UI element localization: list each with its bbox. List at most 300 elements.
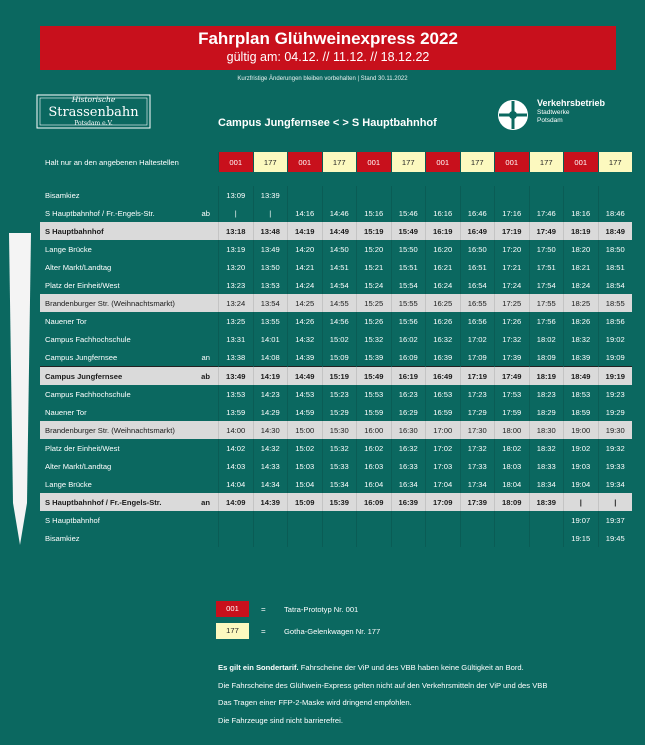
time-cell: 14:02 (219, 439, 254, 457)
time-cell (322, 511, 357, 529)
time-cell: 13:39 (253, 186, 288, 204)
stop-name: Brandenburger Str. (Weihnachtsmarkt) (45, 425, 175, 435)
stop-row (40, 457, 632, 475)
timetable (40, 152, 632, 547)
stop-name-cell (40, 312, 219, 330)
time-cell: 19:23 (598, 385, 632, 403)
time-cell: 17:02 (460, 330, 495, 348)
time-cell: 18:02 (529, 330, 564, 348)
time-cell: 13:48 (253, 222, 288, 240)
time-cell: 17:29 (460, 403, 495, 421)
time-cell (564, 186, 599, 204)
time-cell: 15:23 (322, 385, 357, 403)
time-cell: 17:09 (460, 348, 495, 367)
vb-line-2: Stadtwerke (537, 109, 570, 116)
stop-row (40, 493, 632, 511)
footer-line-3: Das Tragen einer FFP-2-Maske wird dringend empfohlen. (218, 698, 412, 707)
train-number-177: 177 (391, 152, 426, 172)
time-cell: 16:04 (357, 475, 392, 493)
time-cell: 19:09 (598, 348, 632, 367)
time-cell (357, 186, 392, 204)
legend-code-177: 177 (216, 623, 249, 639)
time-cell: 19:19 (598, 367, 632, 386)
time-cell: 18:54 (598, 276, 632, 294)
time-cell (426, 186, 461, 204)
time-cell: 16:49 (460, 222, 495, 240)
time-cell: 15:54 (391, 276, 426, 294)
time-cell: 14:26 (288, 312, 323, 330)
time-cell: 19:02 (598, 330, 632, 348)
time-cell: 15:49 (357, 367, 392, 386)
time-cell: 15:33 (322, 457, 357, 475)
time-cell: 17:53 (495, 385, 530, 403)
time-cell (460, 511, 495, 529)
time-cell: 15:09 (288, 493, 323, 511)
stop-name: Lange Brücke (45, 479, 92, 489)
stop-name-cell (40, 529, 219, 547)
time-cell: 16:54 (460, 276, 495, 294)
stop-row (40, 276, 632, 294)
stop-row (40, 258, 632, 276)
validity-dates: gültig am: 04.12. // 11.12. // 18.12.22 (226, 50, 430, 64)
time-cell: 19:45 (598, 529, 632, 547)
time-cell: 15:55 (391, 294, 426, 312)
stop-name-cell (40, 421, 219, 439)
stop-name-cell (40, 511, 219, 529)
time-cell: 14:49 (288, 367, 323, 386)
time-cell: 18:09 (495, 493, 530, 511)
time-cell: 13:18 (219, 222, 254, 240)
time-cell: 18:33 (529, 457, 564, 475)
time-cell: 15:51 (391, 258, 426, 276)
time-cell: 19:29 (598, 403, 632, 421)
legend-eq-2: = (261, 627, 266, 636)
time-cell: 15:39 (322, 493, 357, 511)
time-cell (219, 511, 254, 529)
time-cell (322, 529, 357, 547)
time-cell: 18:29 (529, 403, 564, 421)
time-cell: 14:20 (288, 240, 323, 258)
time-cell: 14:49 (322, 222, 357, 240)
time-cell: 17:50 (529, 240, 564, 258)
time-cell: 18:04 (495, 475, 530, 493)
time-cell: 18:03 (495, 457, 530, 475)
stop-row (40, 294, 632, 312)
time-cell: 16:33 (391, 457, 426, 475)
time-cell: 14:24 (288, 276, 323, 294)
time-cell (391, 186, 426, 204)
time-cell: 17:20 (495, 240, 530, 258)
time-cell: 14:59 (288, 403, 323, 421)
train-number-001: 001 (564, 152, 599, 172)
time-cell: 18:30 (529, 421, 564, 439)
stop-name-cell (40, 204, 219, 222)
stop-arr-dep: an (201, 352, 210, 362)
time-cell: 16:46 (460, 204, 495, 222)
stop-name: Platz der Einheit/West (45, 443, 120, 453)
train-number-177: 177 (322, 152, 357, 172)
time-cell: 17:51 (529, 258, 564, 276)
time-cell (426, 529, 461, 547)
time-cell: 15:02 (322, 330, 357, 348)
time-cell: 18:49 (598, 222, 632, 240)
time-cell: 17:00 (426, 421, 461, 439)
time-cell (288, 511, 323, 529)
stop-row (40, 475, 632, 493)
time-cell: 13:25 (219, 312, 254, 330)
time-cell: 13:54 (253, 294, 288, 312)
time-cell: 13:55 (253, 312, 288, 330)
time-cell (391, 529, 426, 547)
time-cell: 16:30 (391, 421, 426, 439)
time-cell (495, 186, 530, 204)
time-cell: 14:39 (253, 493, 288, 511)
time-cell: 16:02 (357, 439, 392, 457)
time-cell: 15:32 (322, 439, 357, 457)
time-cell: 16:56 (460, 312, 495, 330)
time-cell: 14:54 (322, 276, 357, 294)
page-title: Fahrplan Glühweinexpress 2022 (198, 29, 458, 48)
time-cell: 18:51 (598, 258, 632, 276)
time-cell: 17:25 (495, 294, 530, 312)
time-cell (253, 511, 288, 529)
stop-name-cell (40, 330, 219, 348)
stop-row (40, 367, 632, 386)
time-cell: 14:00 (219, 421, 254, 439)
time-cell (288, 529, 323, 547)
stop-name: S Hauptbahnhof / Fr.-Engels-Str. (45, 497, 162, 507)
time-cell: | (219, 204, 254, 222)
time-cell: 18:20 (564, 240, 599, 258)
time-cell: 18:09 (529, 348, 564, 367)
time-cell: 15:19 (322, 367, 357, 386)
logo-line-1: Historische (71, 95, 116, 104)
time-cell: 14:56 (322, 312, 357, 330)
stop-name-cell (40, 457, 219, 475)
time-cell: 14:32 (288, 330, 323, 348)
stop-row (40, 186, 632, 204)
time-cell: 18:59 (564, 403, 599, 421)
time-cell: 19:30 (598, 421, 632, 439)
time-cell: 18:21 (564, 258, 599, 276)
time-cell: 16:39 (426, 348, 461, 367)
logo-line-2: Strassenbahn (48, 105, 139, 120)
time-cell: 17:19 (460, 367, 495, 386)
direction-arrow-icon (9, 233, 31, 545)
time-cell: 15:32 (357, 330, 392, 348)
train-number-177: 177 (529, 152, 564, 172)
train-number-177: 177 (460, 152, 495, 172)
time-cell: 17:24 (495, 276, 530, 294)
time-cell: 14:25 (288, 294, 323, 312)
time-cell: 15:21 (357, 258, 392, 276)
stop-row (40, 240, 632, 258)
time-cell: 18:34 (529, 475, 564, 493)
train-number-177: 177 (598, 152, 632, 172)
time-cell: 15:30 (322, 421, 357, 439)
time-cell: 16:34 (391, 475, 426, 493)
time-cell: 15:20 (357, 240, 392, 258)
time-cell: 18:24 (564, 276, 599, 294)
time-cell: 19:33 (598, 457, 632, 475)
stop-row (40, 222, 632, 240)
stop-arr-dep: an (201, 497, 210, 507)
time-cell: 15:34 (322, 475, 357, 493)
time-cell: 17:34 (460, 475, 495, 493)
time-cell: 15:24 (357, 276, 392, 294)
stop-name-cell (40, 439, 219, 457)
time-cell: 13:59 (219, 403, 254, 421)
time-cell: 16:32 (426, 330, 461, 348)
stop-name: Campus Fachhochschule (45, 334, 131, 344)
time-cell: 16:03 (357, 457, 392, 475)
time-cell: 16:51 (460, 258, 495, 276)
time-cell: 13:09 (219, 186, 254, 204)
time-cell: 19:37 (598, 511, 632, 529)
time-cell: 17:59 (495, 403, 530, 421)
stop-name: Bisamkiez (45, 533, 80, 543)
time-cell: 13:53 (219, 385, 254, 403)
time-cell: 14:32 (253, 439, 288, 457)
legend-code-001: 001 (216, 601, 249, 617)
time-cell: 14:08 (253, 348, 288, 367)
time-cell: 17:02 (426, 439, 461, 457)
time-cell: 19:15 (564, 529, 599, 547)
time-cell (529, 511, 564, 529)
time-cell: 15:00 (288, 421, 323, 439)
time-cell: 13:31 (219, 330, 254, 348)
time-cell: 16:59 (426, 403, 461, 421)
stop-name: Nauener Tor (45, 316, 87, 326)
time-cell: 15:03 (288, 457, 323, 475)
time-cell: 15:02 (288, 439, 323, 457)
time-cell: 18:39 (564, 348, 599, 367)
time-cell: 16:53 (426, 385, 461, 403)
time-cell: 17:04 (426, 475, 461, 493)
time-cell: 16:25 (426, 294, 461, 312)
stop-name: Campus Fachhochschule (45, 389, 131, 399)
header-label: Halt nur an den angebenen Haltestellen (45, 157, 179, 167)
time-cell: 17:49 (529, 222, 564, 240)
time-cell: 16:16 (426, 204, 461, 222)
time-cell: 17:03 (426, 457, 461, 475)
time-cell: 13:23 (219, 276, 254, 294)
ticket-validity-note: Fahrscheine der ViP und des VBB haben keine Gültigkeit an Bord. (300, 663, 524, 672)
time-cell: 16:39 (391, 493, 426, 511)
stop-row (40, 204, 632, 222)
footer-line-2: Die Fahrscheine des Glühwein-Express gelten nicht auf den Verkehrsmitteln der ViP und des VBB (218, 680, 548, 690)
train-number-177: 177 (253, 152, 288, 172)
stop-name: Nauener Tor (45, 407, 87, 417)
time-cell: 15:53 (357, 385, 392, 403)
stop-name: S Hauptbahnhof / Fr.-Engels-Str. (45, 208, 155, 218)
time-cell (219, 529, 254, 547)
time-cell: 17:23 (460, 385, 495, 403)
time-cell: 14:34 (253, 475, 288, 493)
time-cell: 13:20 (219, 258, 254, 276)
time-cell (529, 186, 564, 204)
stop-name-cell (40, 367, 219, 386)
time-cell: 17:30 (460, 421, 495, 439)
time-cell: 18:23 (529, 385, 564, 403)
stop-name: Campus Jungfernsee (45, 371, 123, 381)
time-cell: 18:25 (564, 294, 599, 312)
time-cell: 16:32 (391, 439, 426, 457)
stop-name-cell (40, 294, 219, 312)
time-cell: 14:33 (253, 457, 288, 475)
legend-text-177: Gotha-Gelenkwagen Nr. 177 (284, 627, 381, 636)
time-cell: 18:32 (564, 330, 599, 348)
time-cell: 15:46 (391, 204, 426, 222)
time-cell: 13:38 (219, 348, 254, 367)
time-cell: 16:20 (426, 240, 461, 258)
change-notice: Kurzfristige Änderungen bleiben vorbehalten | Stand 30.11.2022 (237, 76, 408, 82)
time-cell: 15:39 (357, 348, 392, 367)
train-number-001: 001 (219, 152, 254, 172)
tariff-note: Es gilt ein Sondertarif. (218, 663, 299, 672)
time-cell (460, 529, 495, 547)
time-cell (495, 511, 530, 529)
time-cell: 18:16 (564, 204, 599, 222)
time-cell: 17:09 (426, 493, 461, 511)
legend-eq-1: = (261, 605, 266, 614)
time-cell: 16:50 (460, 240, 495, 258)
time-cell (495, 529, 530, 547)
time-cell: 13:50 (253, 258, 288, 276)
time-cell: 17:32 (495, 330, 530, 348)
time-cell: | (253, 204, 288, 222)
time-cell: 19:03 (564, 457, 599, 475)
train-number-001: 001 (288, 152, 323, 172)
stop-name-cell (40, 258, 219, 276)
time-cell: 17:16 (495, 204, 530, 222)
time-cell: 14:09 (219, 493, 254, 511)
time-cell: 16:19 (426, 222, 461, 240)
time-cell (598, 186, 632, 204)
stop-row (40, 330, 632, 348)
legend-text-001: Tatra-Prototyp Nr. 001 (284, 605, 359, 614)
time-cell (357, 529, 392, 547)
time-cell: 16:02 (391, 330, 426, 348)
train-header-row (40, 152, 632, 172)
time-cell: 18:53 (564, 385, 599, 403)
time-cell: 15:26 (357, 312, 392, 330)
vb-line-1: Verkehrsbetrieb (537, 98, 606, 108)
time-cell: 18:56 (598, 312, 632, 330)
time-cell (357, 511, 392, 529)
stop-name: Bisamkiez (45, 190, 80, 200)
time-cell (322, 186, 357, 204)
time-cell: 16:19 (391, 367, 426, 386)
time-cell: 15:59 (357, 403, 392, 421)
time-cell: 19:32 (598, 439, 632, 457)
time-cell: 14:55 (322, 294, 357, 312)
stop-name-cell (40, 240, 219, 258)
vb-logo-text (537, 98, 605, 125)
stop-name-cell (40, 348, 219, 367)
time-cell: 17:55 (529, 294, 564, 312)
time-cell: 14:39 (288, 348, 323, 367)
time-cell: 14:29 (253, 403, 288, 421)
time-cell: 14:21 (288, 258, 323, 276)
time-cell: 14:19 (288, 222, 323, 240)
time-cell: 14:01 (253, 330, 288, 348)
time-cell (426, 511, 461, 529)
time-cell: 17:46 (529, 204, 564, 222)
stop-name: Platz der Einheit/West (45, 280, 120, 290)
time-cell: 15:29 (322, 403, 357, 421)
time-cell: 16:23 (391, 385, 426, 403)
time-cell: 14:50 (322, 240, 357, 258)
stop-row (40, 529, 632, 547)
time-cell: 17:33 (460, 457, 495, 475)
time-cell: 13:53 (253, 276, 288, 294)
time-cell (288, 186, 323, 204)
strassenbahn-logo (36, 92, 151, 130)
time-cell: 14:51 (322, 258, 357, 276)
time-cell: 17:56 (529, 312, 564, 330)
time-cell: 13:49 (219, 367, 254, 386)
stop-name: Brandenburger Str. (Weihnachtsmarkt) (45, 298, 175, 308)
time-cell: 17:54 (529, 276, 564, 294)
stop-name: Alter Markt/Landtag (45, 461, 112, 471)
time-cell: 19:04 (564, 475, 599, 493)
logo-line-3: Potsdam e.V. (74, 120, 113, 127)
stop-name-cell (40, 385, 219, 403)
stop-row (40, 403, 632, 421)
time-cell: 17:39 (460, 493, 495, 511)
stop-row (40, 312, 632, 330)
time-cell: 17:39 (495, 348, 530, 367)
time-cell: 16:00 (357, 421, 392, 439)
time-cell: 17:49 (495, 367, 530, 386)
stop-name: Lange Brücke (45, 244, 92, 254)
stop-row (40, 421, 632, 439)
time-cell: 16:26 (426, 312, 461, 330)
time-cell: 14:46 (322, 204, 357, 222)
stop-name: Campus Jungfernsee (45, 352, 118, 362)
time-cell: 13:49 (253, 240, 288, 258)
time-cell: | (598, 493, 632, 511)
time-cell: 14:03 (219, 457, 254, 475)
train-number-001: 001 (357, 152, 392, 172)
stop-name: S Hauptbahnhof (45, 515, 100, 525)
time-cell: 19:07 (564, 511, 599, 529)
time-cell (460, 186, 495, 204)
time-cell: 19:02 (564, 439, 599, 457)
time-cell: 19:00 (564, 421, 599, 439)
swp-logo-icon (496, 98, 530, 132)
time-cell: 19:34 (598, 475, 632, 493)
time-cell: 18:55 (598, 294, 632, 312)
time-cell: 17:32 (460, 439, 495, 457)
time-cell: 16:49 (426, 367, 461, 386)
stop-arr-dep: ab (201, 208, 210, 218)
time-cell: 14:04 (219, 475, 254, 493)
time-cell: 15:50 (391, 240, 426, 258)
stop-name-cell (40, 475, 219, 493)
time-cell: 16:29 (391, 403, 426, 421)
time-cell: 13:24 (219, 294, 254, 312)
train-number-001: 001 (495, 152, 530, 172)
time-cell: 17:21 (495, 258, 530, 276)
time-cell: 14:53 (288, 385, 323, 403)
time-cell: 16:09 (357, 493, 392, 511)
route-title: Campus Jungfernsee < > S Hauptbahnhof (218, 117, 437, 129)
stop-row (40, 511, 632, 529)
time-cell: 18:19 (529, 367, 564, 386)
time-cell: 18:49 (564, 367, 599, 386)
